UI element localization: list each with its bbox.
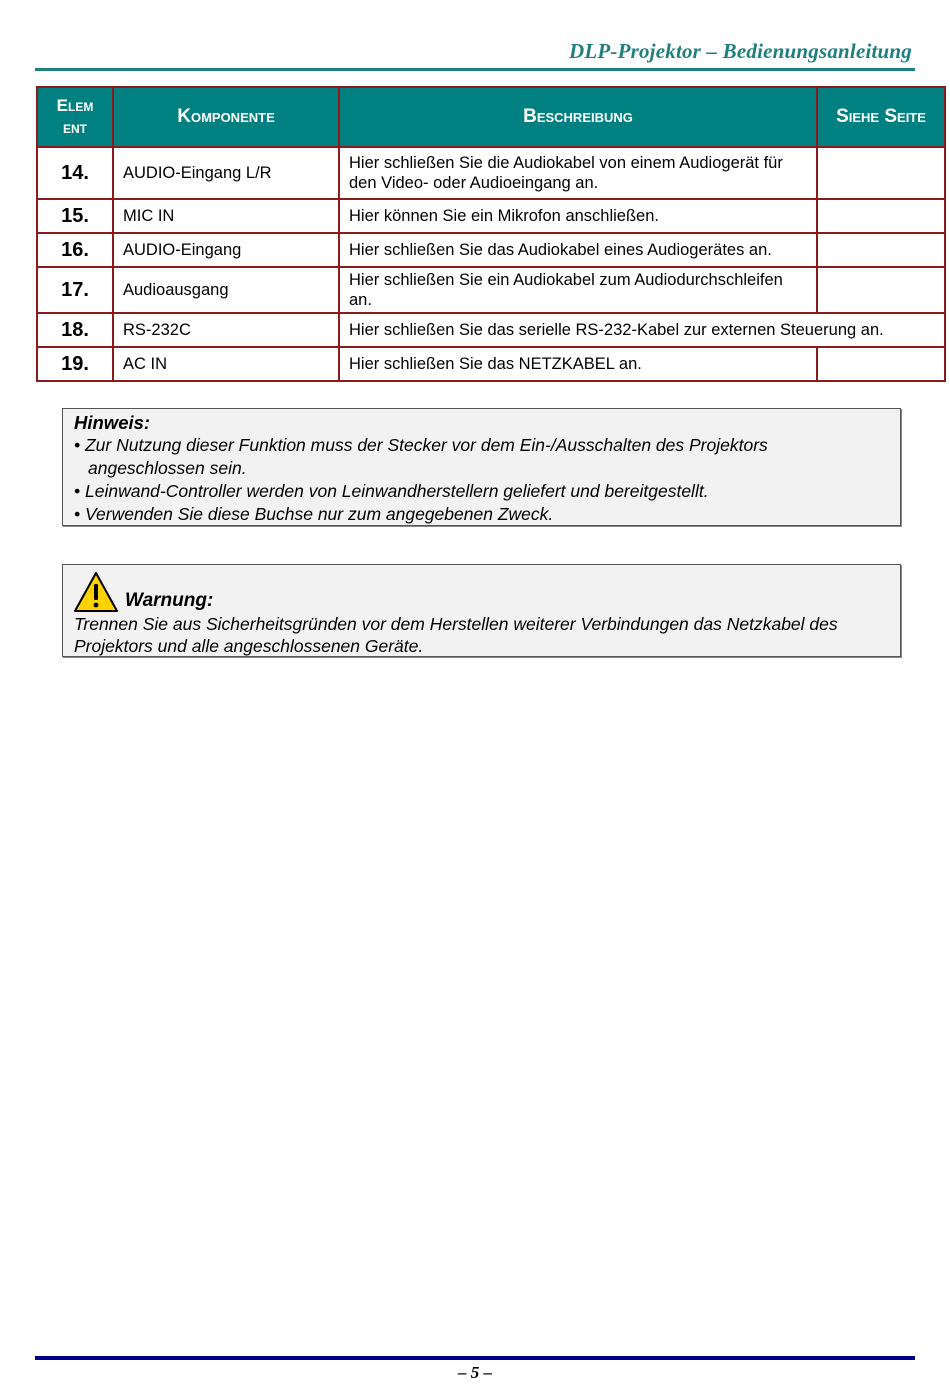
- row-page: [817, 267, 945, 313]
- document-header-title: DLP-Projektor – Bedienungsanleitung: [568, 39, 912, 63]
- row-page: [817, 199, 945, 233]
- table-row: [37, 199, 945, 233]
- row-component: AUDIO-Eingang: [113, 233, 339, 267]
- row-number: 18.: [37, 313, 113, 347]
- row-description: Hier schließen Sie das Audiokabel eines Audiogerätes an.: [339, 233, 817, 267]
- page-number: – 5 –: [458, 1363, 492, 1382]
- warning-header: [74, 565, 889, 613]
- row-page: [817, 233, 945, 267]
- row-number: 17.: [37, 267, 113, 313]
- header-divider: [35, 68, 915, 71]
- table-row: [37, 347, 945, 381]
- header-element: [37, 87, 113, 147]
- note-box: [62, 408, 901, 526]
- note-title: Hinweis:: [74, 412, 151, 433]
- row-description: Hier schließen Sie ein Audiokabel zum Audiodurchschleifen an.: [339, 267, 817, 313]
- footer-divider: [35, 1356, 915, 1360]
- row-number: 16.: [37, 233, 113, 267]
- row-number: 14.: [37, 147, 113, 199]
- row-component: Audioausgang: [113, 267, 339, 313]
- warning-box: [62, 564, 901, 657]
- header-component: Komponente: [113, 87, 339, 147]
- note-bullet: • Leinwand-Controller werden von Leinwandherstellern geliefert und bereitgestellt.: [74, 481, 709, 501]
- row-description: Hier schließen Sie das serielle RS-232-Kabel zur externen Steuerung an.: [339, 313, 945, 347]
- header-element-line1: Elem: [56, 96, 94, 115]
- table-row: [37, 267, 945, 313]
- row-description: Hier schließen Sie das NETZKABEL an.: [339, 347, 817, 381]
- table-header-row: [37, 87, 945, 147]
- note-bullet: • Zur Nutzung dieser Funktion muss der Stecker vor dem Ein-/Ausschalten des Projektors angeschlossen sein.: [74, 435, 768, 478]
- row-description: Hier schließen Sie die Audiokabel von einem Audiogerät für den Video- oder Audioeingang an.: [339, 147, 817, 199]
- row-description: Hier können Sie ein Mikrofon anschließen.: [339, 199, 817, 233]
- row-page: [817, 347, 945, 381]
- header-description: Beschreibung: [339, 87, 817, 147]
- note-bullet: • Verwenden Sie diese Buchse nur zum angegebenen Zweck.: [74, 504, 554, 524]
- row-component: AC IN: [113, 347, 339, 381]
- row-page: [817, 147, 945, 199]
- row-component: RS-232C: [113, 313, 339, 347]
- warning-title: Warnung:: [125, 590, 214, 611]
- row-component: AUDIO-Eingang L/R: [113, 147, 339, 199]
- header-see-page: Siehe Seite: [817, 87, 945, 147]
- row-number: 15.: [37, 199, 113, 233]
- warning-text: Trennen Sie aus Sicherheitsgründen vor dem Herstellen weiterer Verbindungen das Netzkabel des Projektors und alle angeschlossenen Geräte.: [74, 614, 838, 656]
- table-row: [37, 147, 945, 199]
- row-number: 19.: [37, 347, 113, 381]
- row-component: MIC IN: [113, 199, 339, 233]
- connector-table: [36, 86, 946, 382]
- header-element-line2: ent: [63, 118, 87, 137]
- table-row: [37, 313, 945, 347]
- table-row: [37, 233, 945, 267]
- warning-triangle-icon: [73, 571, 119, 613]
